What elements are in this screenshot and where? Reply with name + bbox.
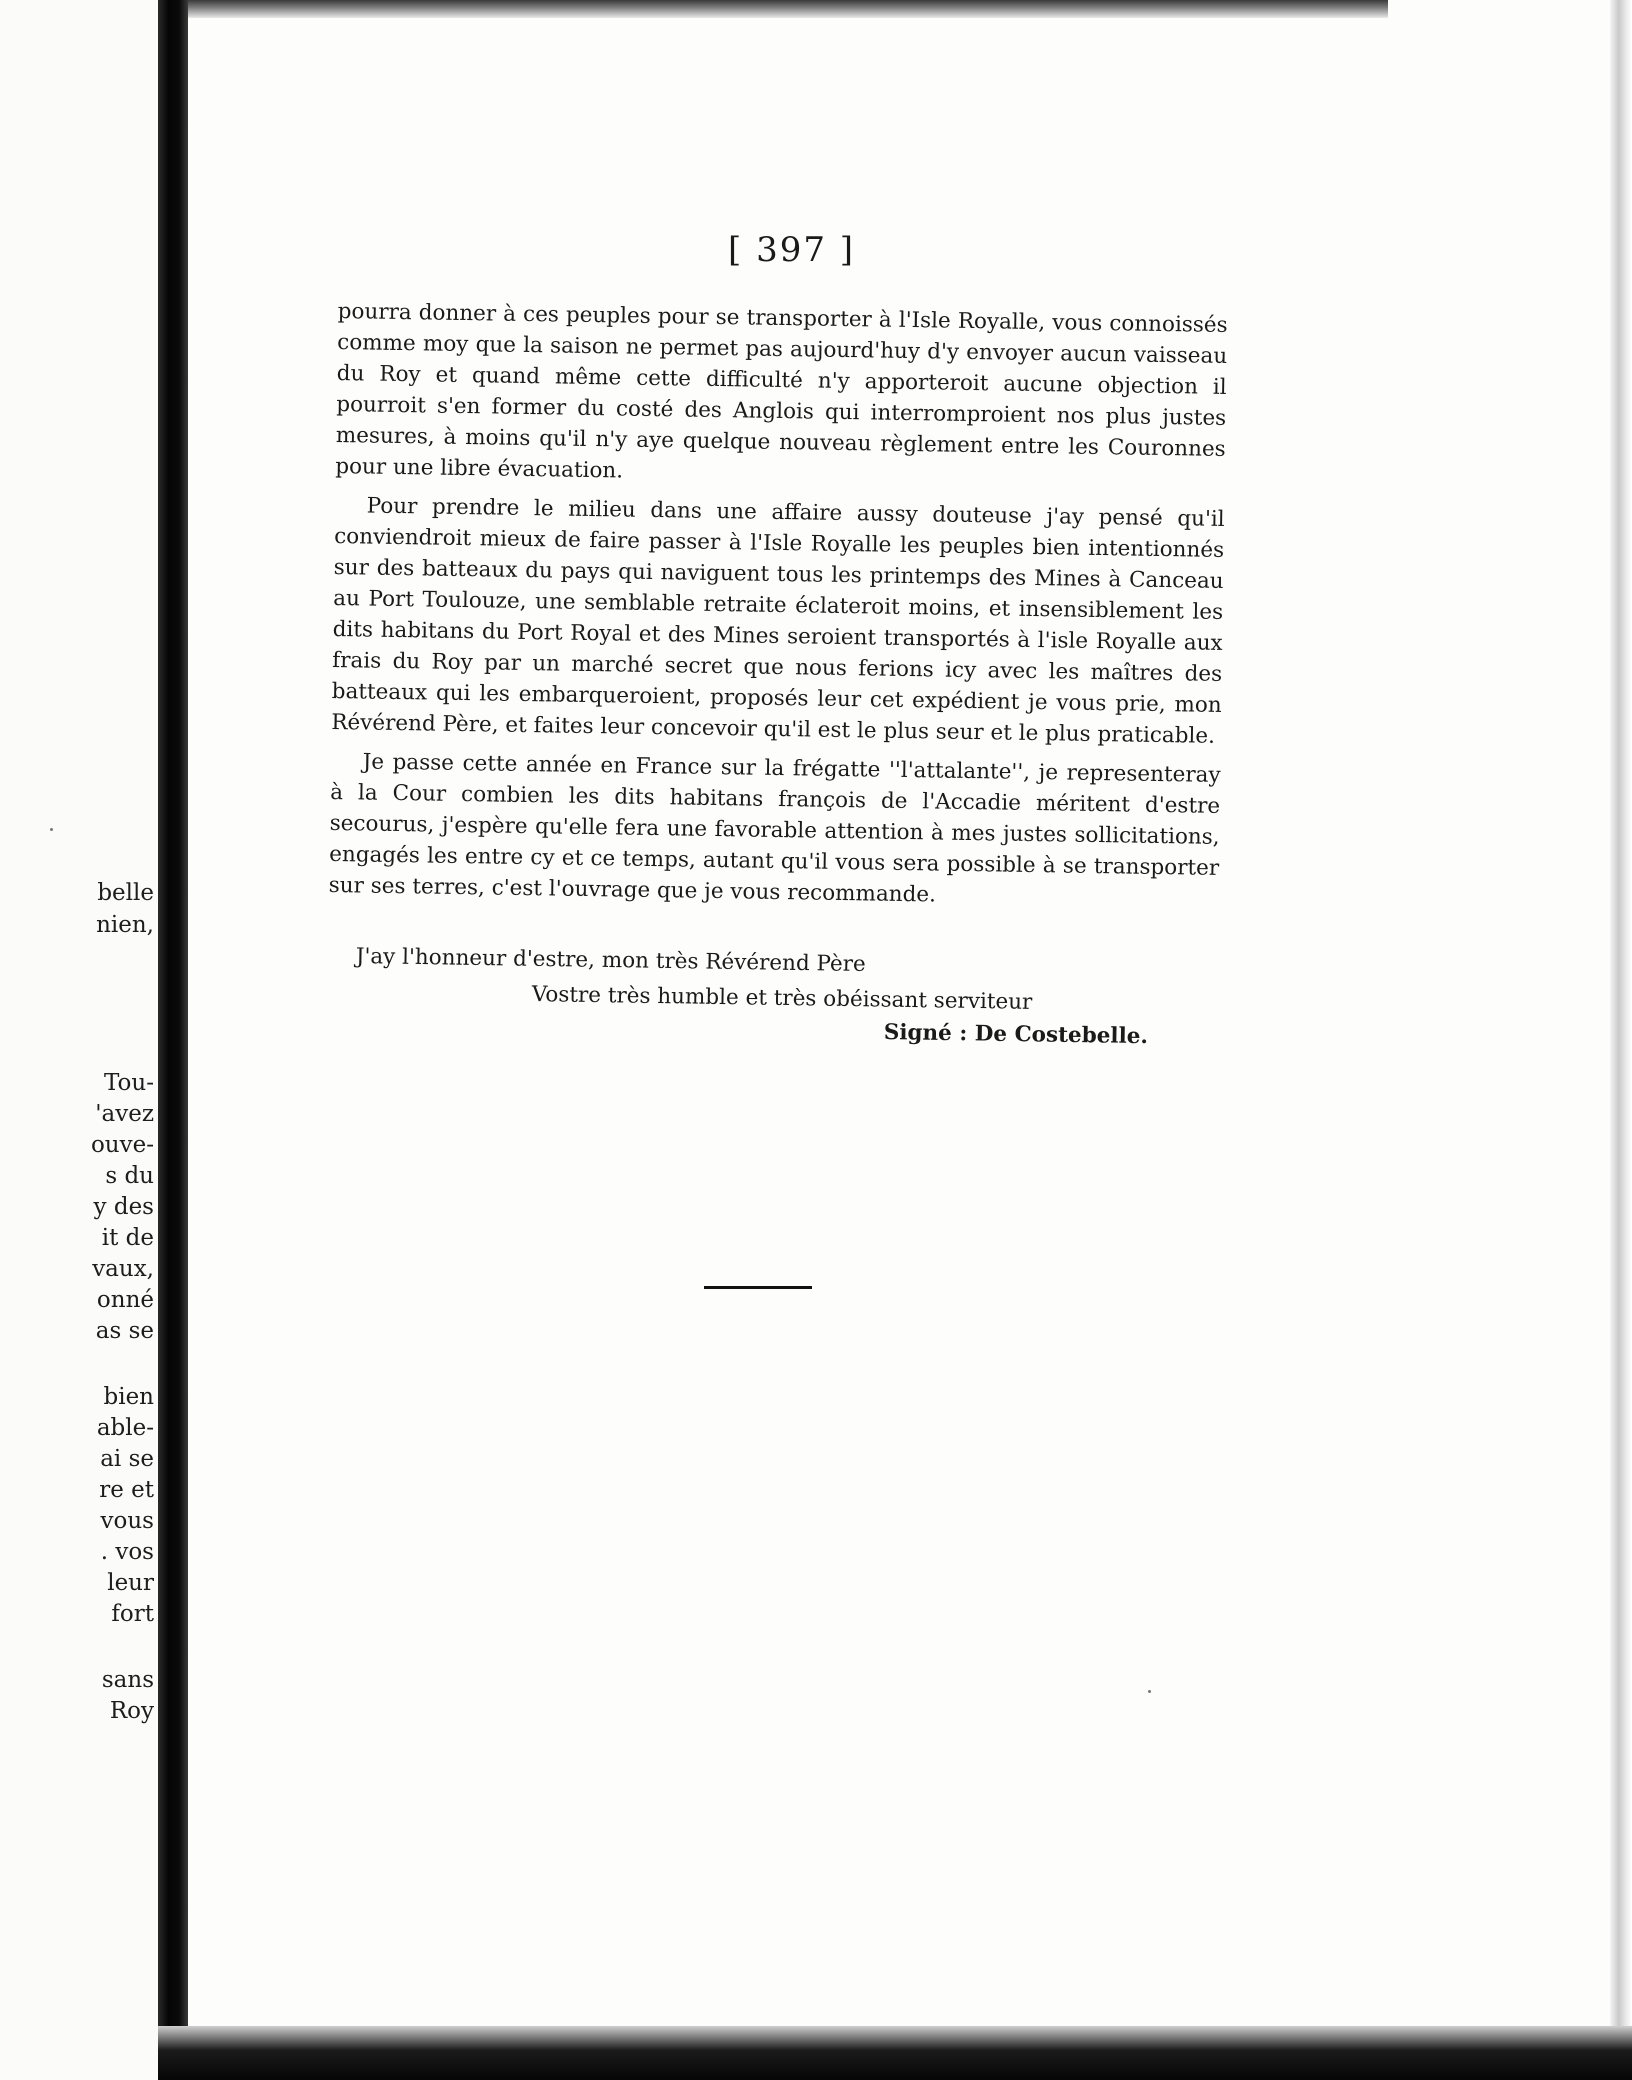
closing-salutation: J'ay l'honneur d'estre, mon très Révérend Père bbox=[355, 944, 866, 978]
facing-page-fragment: onné bbox=[96, 1287, 154, 1313]
facing-page-fragment: belle bbox=[97, 880, 154, 906]
facing-page-fragment: . vos bbox=[100, 1539, 154, 1565]
scan-speck bbox=[50, 828, 53, 831]
facing-page-fragment: nien, bbox=[96, 912, 154, 938]
facing-page-fragment: ouve- bbox=[90, 1132, 154, 1158]
facing-page-fragment: y des bbox=[93, 1194, 154, 1220]
facing-page-fragment: as se bbox=[95, 1318, 154, 1344]
facing-page-fragment: leur bbox=[107, 1570, 154, 1596]
facing-page-fragment: it de bbox=[101, 1225, 154, 1251]
signature: Signé : De Costebelle. bbox=[883, 1020, 1149, 1050]
facing-page-fragment: 'avez bbox=[95, 1101, 154, 1127]
paragraph: Je passe cette année en France sur la frégatte ''l'attalante'', je representeray à la Cour combien les dits habitans françois de l'Accadie méritent d'estre secourus, j'espère qu'elle fera une favorable attention à mes justes sollicitations, engagés les entre cy et ce temps, autant qu'il vous sera possible à se transporter sur ses terres, c'est l'ouvrage que je vous recommande. bbox=[328, 749, 1221, 908]
letter-body bbox=[328, 296, 1228, 923]
facing-page-fragment: s du bbox=[105, 1163, 154, 1189]
bottom-page-edge bbox=[158, 2026, 1632, 2080]
section-rule bbox=[704, 1286, 812, 1289]
facing-page-fragment: able- bbox=[96, 1415, 154, 1441]
facing-page-fragment: vous bbox=[100, 1508, 154, 1534]
facing-page-fragment: Tou- bbox=[104, 1070, 154, 1096]
facing-page-fragment: sans bbox=[101, 1667, 154, 1693]
facing-page-fragment: re et bbox=[99, 1477, 154, 1503]
right-page-edge bbox=[1610, 0, 1632, 2080]
facing-page-fragment: fort bbox=[111, 1601, 154, 1627]
paragraph: Pour prendre le milieu dans une affaire aussy douteuse j'ay pensé qu'il conviendroit mieux de faire passer à l'Isle Royalle les peuples bien intentionnés sur des batteaux du pays qui naviguent tous les printemps des Mines à Canceau au Port Toulouze, une semblable retraite éclateroit moins, et insensiblement les dits habitans du Port Royal et des Mines seroient transportés à l'isle Royalle aux frais du Roy par un marché secret que nous ferions icy avec les maîtres des batteaux qui les embarqueroient, proposés leur cet expédient je vous prie, mon Révérend Père, et faites leur concevoir qu'il est le plus seur et le plus praticable. bbox=[331, 493, 1225, 749]
facing-page-fragment: vaux, bbox=[92, 1256, 154, 1282]
facing-page-fragment: bien bbox=[103, 1384, 154, 1410]
book-gutter bbox=[158, 0, 188, 2080]
scan-speck bbox=[1148, 1690, 1151, 1693]
facing-page-fragment: Roy bbox=[109, 1698, 154, 1724]
facing-page-fragment: ai se bbox=[100, 1446, 154, 1472]
page-number: [ 397 ] bbox=[728, 230, 856, 270]
closing-servant-line: Vostre très humble et très obéissant serviteur bbox=[531, 982, 1033, 1015]
facing-page-strip bbox=[0, 0, 158, 2080]
paragraph: pourra donner à ces peuples pour se transporter à l'Isle Royalle, vous connoissés comme moy que la saison ne permet pas aujourd'huy d'y envoyer aucun vaisseau du Roy et quand même cette difficulté n'y apporteroit aucune objection il pourroit s'en former du costé des Anglois qui interromproient nos plus justes mesures, à moins qu'il n'y aye quelque nouveau règlement entre les Couronnes pour une libre évacuation. bbox=[335, 298, 1228, 484]
top-page-edge bbox=[188, 0, 1388, 18]
